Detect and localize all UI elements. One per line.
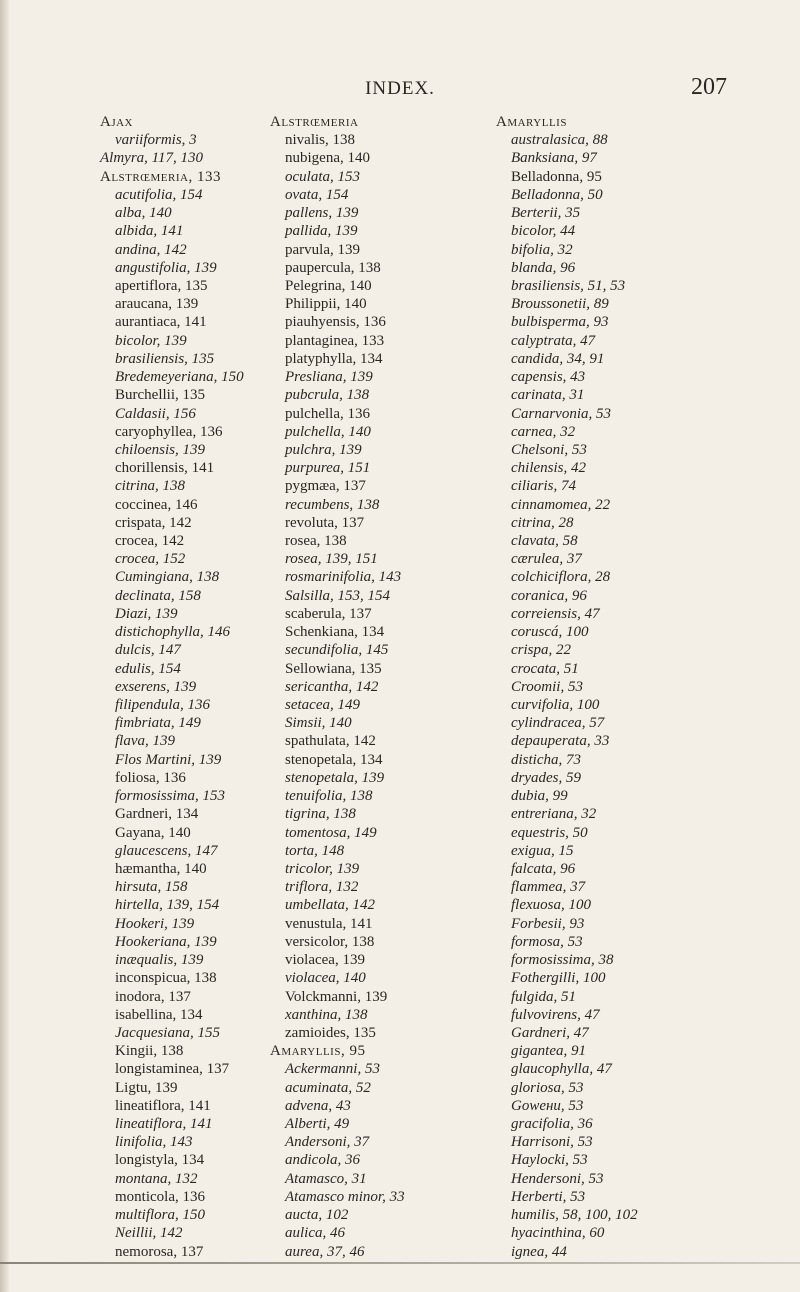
index-entry: Almyra, 117, 130 xyxy=(100,150,204,167)
index-entry: humilis, 58, 100, 102 xyxy=(511,1207,638,1224)
index-entry: tigrina, 138 xyxy=(285,806,356,823)
index-entry: citrina, 28 xyxy=(511,514,574,531)
index-entry: ciliaris, 74 xyxy=(511,478,577,495)
index-entry: exserens, 139 xyxy=(115,678,197,695)
index-entry: glaucescens, 147 xyxy=(115,842,218,859)
index-entry: violacea, 140 xyxy=(285,970,366,987)
index-entry: nemorosa, 137 xyxy=(115,1243,204,1260)
index-entry: Broussonetii, 89 xyxy=(511,296,609,313)
index-genus-heading: Alstrœmeria xyxy=(270,114,359,130)
index-entry: acutifolia, 154 xyxy=(115,186,203,203)
index-entry: inæqualis, 139 xyxy=(115,952,204,969)
index-entry: versicolor, 138 xyxy=(285,933,375,950)
index-entry: nivalis, 138 xyxy=(285,132,355,149)
index-entry: dulcis, 147 xyxy=(115,642,181,659)
index-entry: cinnamomea, 22 xyxy=(511,496,611,513)
index-entry: advena, 43 xyxy=(285,1097,351,1114)
index-entry: inodora, 137 xyxy=(115,988,191,1005)
index-entry: carnea, 32 xyxy=(511,423,576,440)
index-entry: Croomii, 53 xyxy=(511,678,583,695)
index-entry: violacea, 139 xyxy=(285,952,365,969)
index-entry: lineatiflora, 141 xyxy=(115,1116,213,1133)
index-entry: pallida, 139 xyxy=(285,223,358,240)
index-genus-heading: Amaryllis, 95 xyxy=(270,1043,366,1060)
index-entry: formosissima, 38 xyxy=(511,952,614,969)
index-entry: fulgida, 51 xyxy=(511,988,577,1005)
index-entry: stenopetala, 139 xyxy=(285,769,385,786)
index-entry: cylindracea, 57 xyxy=(511,715,605,732)
index-entry: aurea, 37, 46 xyxy=(285,1243,365,1260)
index-entry: declinata, 158 xyxy=(115,587,201,604)
running-title: INDEX. xyxy=(365,78,435,99)
index-entry: Hendersoni, 53 xyxy=(511,1170,604,1187)
index-entry: torta, 148 xyxy=(285,842,345,859)
index-entry: Ligtu, 139 xyxy=(115,1079,178,1096)
index-entry: crocata, 51 xyxy=(511,660,579,677)
index-entry: Fothergilli, 100 xyxy=(511,970,606,987)
index-entry: umbellata, 142 xyxy=(285,897,375,914)
index-entry: flexuosa, 100 xyxy=(511,897,591,914)
index-entry: coranica, 96 xyxy=(511,587,587,604)
index-entry: bicolor, 44 xyxy=(511,223,576,240)
index-column-2 xyxy=(270,113,405,1261)
index-entry: Sellowiana, 135 xyxy=(285,660,382,677)
index-entry: stenopetala, 134 xyxy=(285,751,383,768)
index-entry: crocea, 142 xyxy=(115,533,185,550)
index-entry: chorillensis, 141 xyxy=(115,460,215,477)
index-entry: dryades, 59 xyxy=(511,769,581,786)
index-entry: rosea, 138 xyxy=(285,533,347,550)
index-entry: bifolia, 32 xyxy=(511,241,573,258)
index-entry: Atamasco, 31 xyxy=(285,1170,367,1187)
index-entry: Banksiana, 97 xyxy=(511,150,597,167)
index-entry: formosa, 53 xyxy=(511,933,583,950)
index-entry: monticola, 136 xyxy=(115,1188,205,1205)
index-entry: hyacinthina, 60 xyxy=(511,1225,605,1242)
index-entry: caryophyllea, 136 xyxy=(115,423,223,440)
index-entry: Carnarvonia, 53 xyxy=(511,405,612,422)
index-entry: Hookeriana, 139 xyxy=(115,933,217,950)
index-entry: andicola, 36 xyxy=(285,1152,360,1169)
index-entry: dubia, 99 xyxy=(511,788,568,805)
index-entry: Hookeri, 139 xyxy=(115,915,195,932)
index-entry: filipendula, 136 xyxy=(115,697,210,713)
index-entry: Atamasco minor, 33 xyxy=(285,1188,405,1205)
index-entry: Belladonna, 50 xyxy=(511,186,603,203)
index-entry: Chelsoni, 53 xyxy=(511,441,587,458)
index-entry: brasiliensis, 51, 53 xyxy=(511,277,626,294)
index-entry: hirsuta, 158 xyxy=(115,879,188,896)
index-entry: oculata, 153 xyxy=(285,168,360,185)
index-entry: depauperata, 33 xyxy=(511,733,610,750)
index-entry: alba, 140 xyxy=(115,205,172,222)
index-entry: angustifolia, 139 xyxy=(115,259,217,276)
index-entry: australasica, 88 xyxy=(511,132,608,149)
index-entry: multiflora, 150 xyxy=(115,1207,206,1224)
index-entry: Gowени, 53 xyxy=(511,1097,584,1114)
index-genus-heading: Amaryllis xyxy=(496,114,567,130)
index-entry: Diazi, 139 xyxy=(115,605,178,622)
index-entry: longistaminea, 137 xyxy=(115,1061,230,1078)
index-entry: fulvovirens, 47 xyxy=(511,1006,600,1023)
index-entry: hirtella, 139, 154 xyxy=(115,897,220,914)
index-entry: Ackermanni, 53 xyxy=(285,1061,380,1078)
index-entry: setacea, 149 xyxy=(285,697,360,713)
index-entry: aulica, 46 xyxy=(285,1225,345,1242)
index-entry: revoluta, 137 xyxy=(285,514,365,531)
index-entry: Forbesii, 93 xyxy=(511,915,585,932)
index-entry: flava, 139 xyxy=(115,733,175,750)
index-entry: rosmarinifolia, 143 xyxy=(285,569,402,586)
index-entry: platyphylla, 134 xyxy=(285,350,383,367)
index-entry: spathulata, 142 xyxy=(285,733,376,750)
index-entry: variiformis, 3 xyxy=(115,132,197,149)
index-entry: correiensis, 47 xyxy=(511,605,600,622)
index-entry: Alberti, 49 xyxy=(285,1116,350,1133)
book-spine-shadow xyxy=(0,0,10,1292)
index-entry: chilensis, 42 xyxy=(511,460,586,477)
page-number: 207 xyxy=(691,74,727,100)
index-entry: apertiflora, 135 xyxy=(115,277,208,294)
index-entry: Flos Martini, 139 xyxy=(115,751,222,768)
index-entry: hæmantha, 140 xyxy=(115,860,207,877)
index-entry: Volckmanni, 139 xyxy=(285,988,388,1005)
index-entry: gracifolia, 36 xyxy=(511,1116,593,1133)
index-entry: Jacquesiana, 155 xyxy=(115,1024,220,1041)
index-entry: equestris, 50 xyxy=(511,824,588,841)
index-entry: pubcrula, 138 xyxy=(285,387,370,404)
index-entry: Neillii, 142 xyxy=(115,1225,183,1242)
index-entry: pulchra, 139 xyxy=(285,441,362,458)
index-entry: tenuifolia, 138 xyxy=(285,788,373,805)
index-entry: edulis, 154 xyxy=(115,660,181,677)
index-entry: Harrisoni, 53 xyxy=(511,1134,593,1151)
index-entry: distichophylla, 146 xyxy=(115,624,230,641)
index-entry: disticha, 73 xyxy=(511,751,581,768)
index-entry: Kingii, 138 xyxy=(115,1043,184,1060)
index-entry: capensis, 43 xyxy=(511,369,586,386)
index-entry: xanthina, 138 xyxy=(285,1006,368,1023)
index-entry: Simsii, 140 xyxy=(285,715,352,732)
index-entry: calyptrata, 47 xyxy=(511,332,596,349)
index-entry: piauhyensis, 136 xyxy=(285,314,386,331)
index-entry: Berterii, 35 xyxy=(511,205,581,222)
index-entry: ovata, 154 xyxy=(285,186,349,203)
index-entry: recumbens, 138 xyxy=(285,496,380,513)
index-entry: linifolia, 143 xyxy=(115,1134,193,1151)
index-genus-heading: Alstrœmeria, 133 xyxy=(100,168,221,185)
index-entry: aucta, 102 xyxy=(285,1207,349,1224)
index-entry: Andersoni, 37 xyxy=(285,1134,370,1151)
index-entry: coccinea, 146 xyxy=(115,496,198,513)
index-entry: Salsilla, 153, 154 xyxy=(285,587,391,604)
index-entry: crispa, 22 xyxy=(511,642,571,659)
index-entry: Cumingiana, 138 xyxy=(115,569,220,586)
index-entry: coruscá, 100 xyxy=(511,624,589,641)
index-entry: blanda, 96 xyxy=(511,259,576,276)
index-entry: exigua, 15 xyxy=(511,842,574,859)
index-entry: bicolor, 139 xyxy=(115,332,187,349)
index-entry: fimbriata, 149 xyxy=(115,715,201,732)
index-entry: entreriana, 32 xyxy=(511,806,597,823)
index-entry: pulchella, 136 xyxy=(285,405,370,422)
index-entry: tomentosa, 149 xyxy=(285,824,377,841)
index-entry: falcata, 96 xyxy=(511,860,576,877)
index-entry: montana, 132 xyxy=(115,1170,198,1187)
index-entry: Gardneri, 134 xyxy=(115,806,199,823)
index-entry: bulbisperma, 93 xyxy=(511,314,609,331)
index-entry: Gardneri, 47 xyxy=(511,1024,589,1041)
index-entry: Haylocki, 53 xyxy=(511,1152,588,1169)
index-column-1 xyxy=(100,113,244,1261)
index-entry: chiloensis, 139 xyxy=(115,441,205,458)
index-entry: sericantha, 142 xyxy=(285,678,379,695)
index-entry: venustula, 141 xyxy=(285,915,373,932)
index-entry: lineatiflora, 141 xyxy=(115,1097,211,1114)
index-entry: Caldasii, 156 xyxy=(115,405,196,422)
index-entry: Burchellii, 135 xyxy=(115,387,205,404)
index-entry: crispata, 142 xyxy=(115,514,192,531)
index-entry: araucana, 139 xyxy=(115,296,199,313)
index-entry: pulchella, 140 xyxy=(285,423,371,440)
index-entry: Gayana, 140 xyxy=(115,824,191,841)
index-entry: candida, 34, 91 xyxy=(511,350,605,367)
index-entry: nubigena, 140 xyxy=(285,150,370,167)
index-entry: clavata, 58 xyxy=(511,533,578,550)
index-entry: pallens, 139 xyxy=(285,205,359,222)
index-entry: longistyla, 134 xyxy=(115,1152,205,1169)
index-entry: Schenkiana, 134 xyxy=(285,624,385,641)
index-entry: formosissima, 153 xyxy=(115,788,226,805)
index-entry: brasiliensis, 135 xyxy=(115,350,215,367)
index-entry: Belladonna, 95 xyxy=(511,168,602,185)
index-entry: citrina, 138 xyxy=(115,478,185,495)
index-entry: Pelegrina, 140 xyxy=(285,277,372,294)
index-entry: colchiciflora, 28 xyxy=(511,569,611,586)
index-entry: cærulea, 37 xyxy=(511,551,582,568)
index-entry: albida, 141 xyxy=(115,223,184,240)
index-entry: aurantiaca, 141 xyxy=(115,314,207,331)
index-entry: crocea, 152 xyxy=(115,551,186,568)
index-entry: Presliana, 139 xyxy=(285,369,373,386)
index-entry: purpurea, 151 xyxy=(285,460,371,477)
index-entry: Philippii, 140 xyxy=(285,296,367,313)
index-entry: foliosa, 136 xyxy=(115,769,186,786)
index-entry: andina, 142 xyxy=(115,241,187,258)
page-bottom-edge xyxy=(0,1262,800,1264)
index-entry: pygmæa, 137 xyxy=(285,478,366,495)
index-entry: ignea, 44 xyxy=(511,1243,567,1260)
index-genus-heading: Ajax xyxy=(100,114,134,130)
index-entry: curvifolia, 100 xyxy=(511,697,600,713)
index-entry: acuminata, 52 xyxy=(285,1079,371,1096)
index-entry: flammea, 37 xyxy=(511,879,586,896)
index-entry: zamioides, 135 xyxy=(285,1024,376,1041)
index-entry: plantaginea, 133 xyxy=(285,332,385,349)
index-entry: glaucophylla, 47 xyxy=(511,1061,612,1078)
index-entry: secundifolia, 145 xyxy=(285,642,389,659)
index-entry: parvula, 139 xyxy=(285,241,360,258)
index-entry: Herberti, 53 xyxy=(511,1188,586,1205)
index-entry: carinata, 31 xyxy=(511,387,585,404)
index-entry: rosea, 139, 151 xyxy=(285,551,378,568)
index-column-3 xyxy=(496,113,638,1261)
index-entry: scaberula, 137 xyxy=(285,605,372,622)
index-entry: tricolor, 139 xyxy=(285,860,360,877)
index-entry: inconspicua, 138 xyxy=(115,970,217,987)
index-entry: triflora, 132 xyxy=(285,879,359,896)
index-entry: isabellina, 134 xyxy=(115,1006,203,1023)
index-entry: Bredemeyeriana, 150 xyxy=(115,369,244,386)
index-entry: paupercula, 138 xyxy=(285,259,381,276)
index-entry: gigantea, 91 xyxy=(511,1043,586,1060)
page-header xyxy=(0,74,800,104)
index-entry: gloriosa, 53 xyxy=(511,1079,584,1096)
